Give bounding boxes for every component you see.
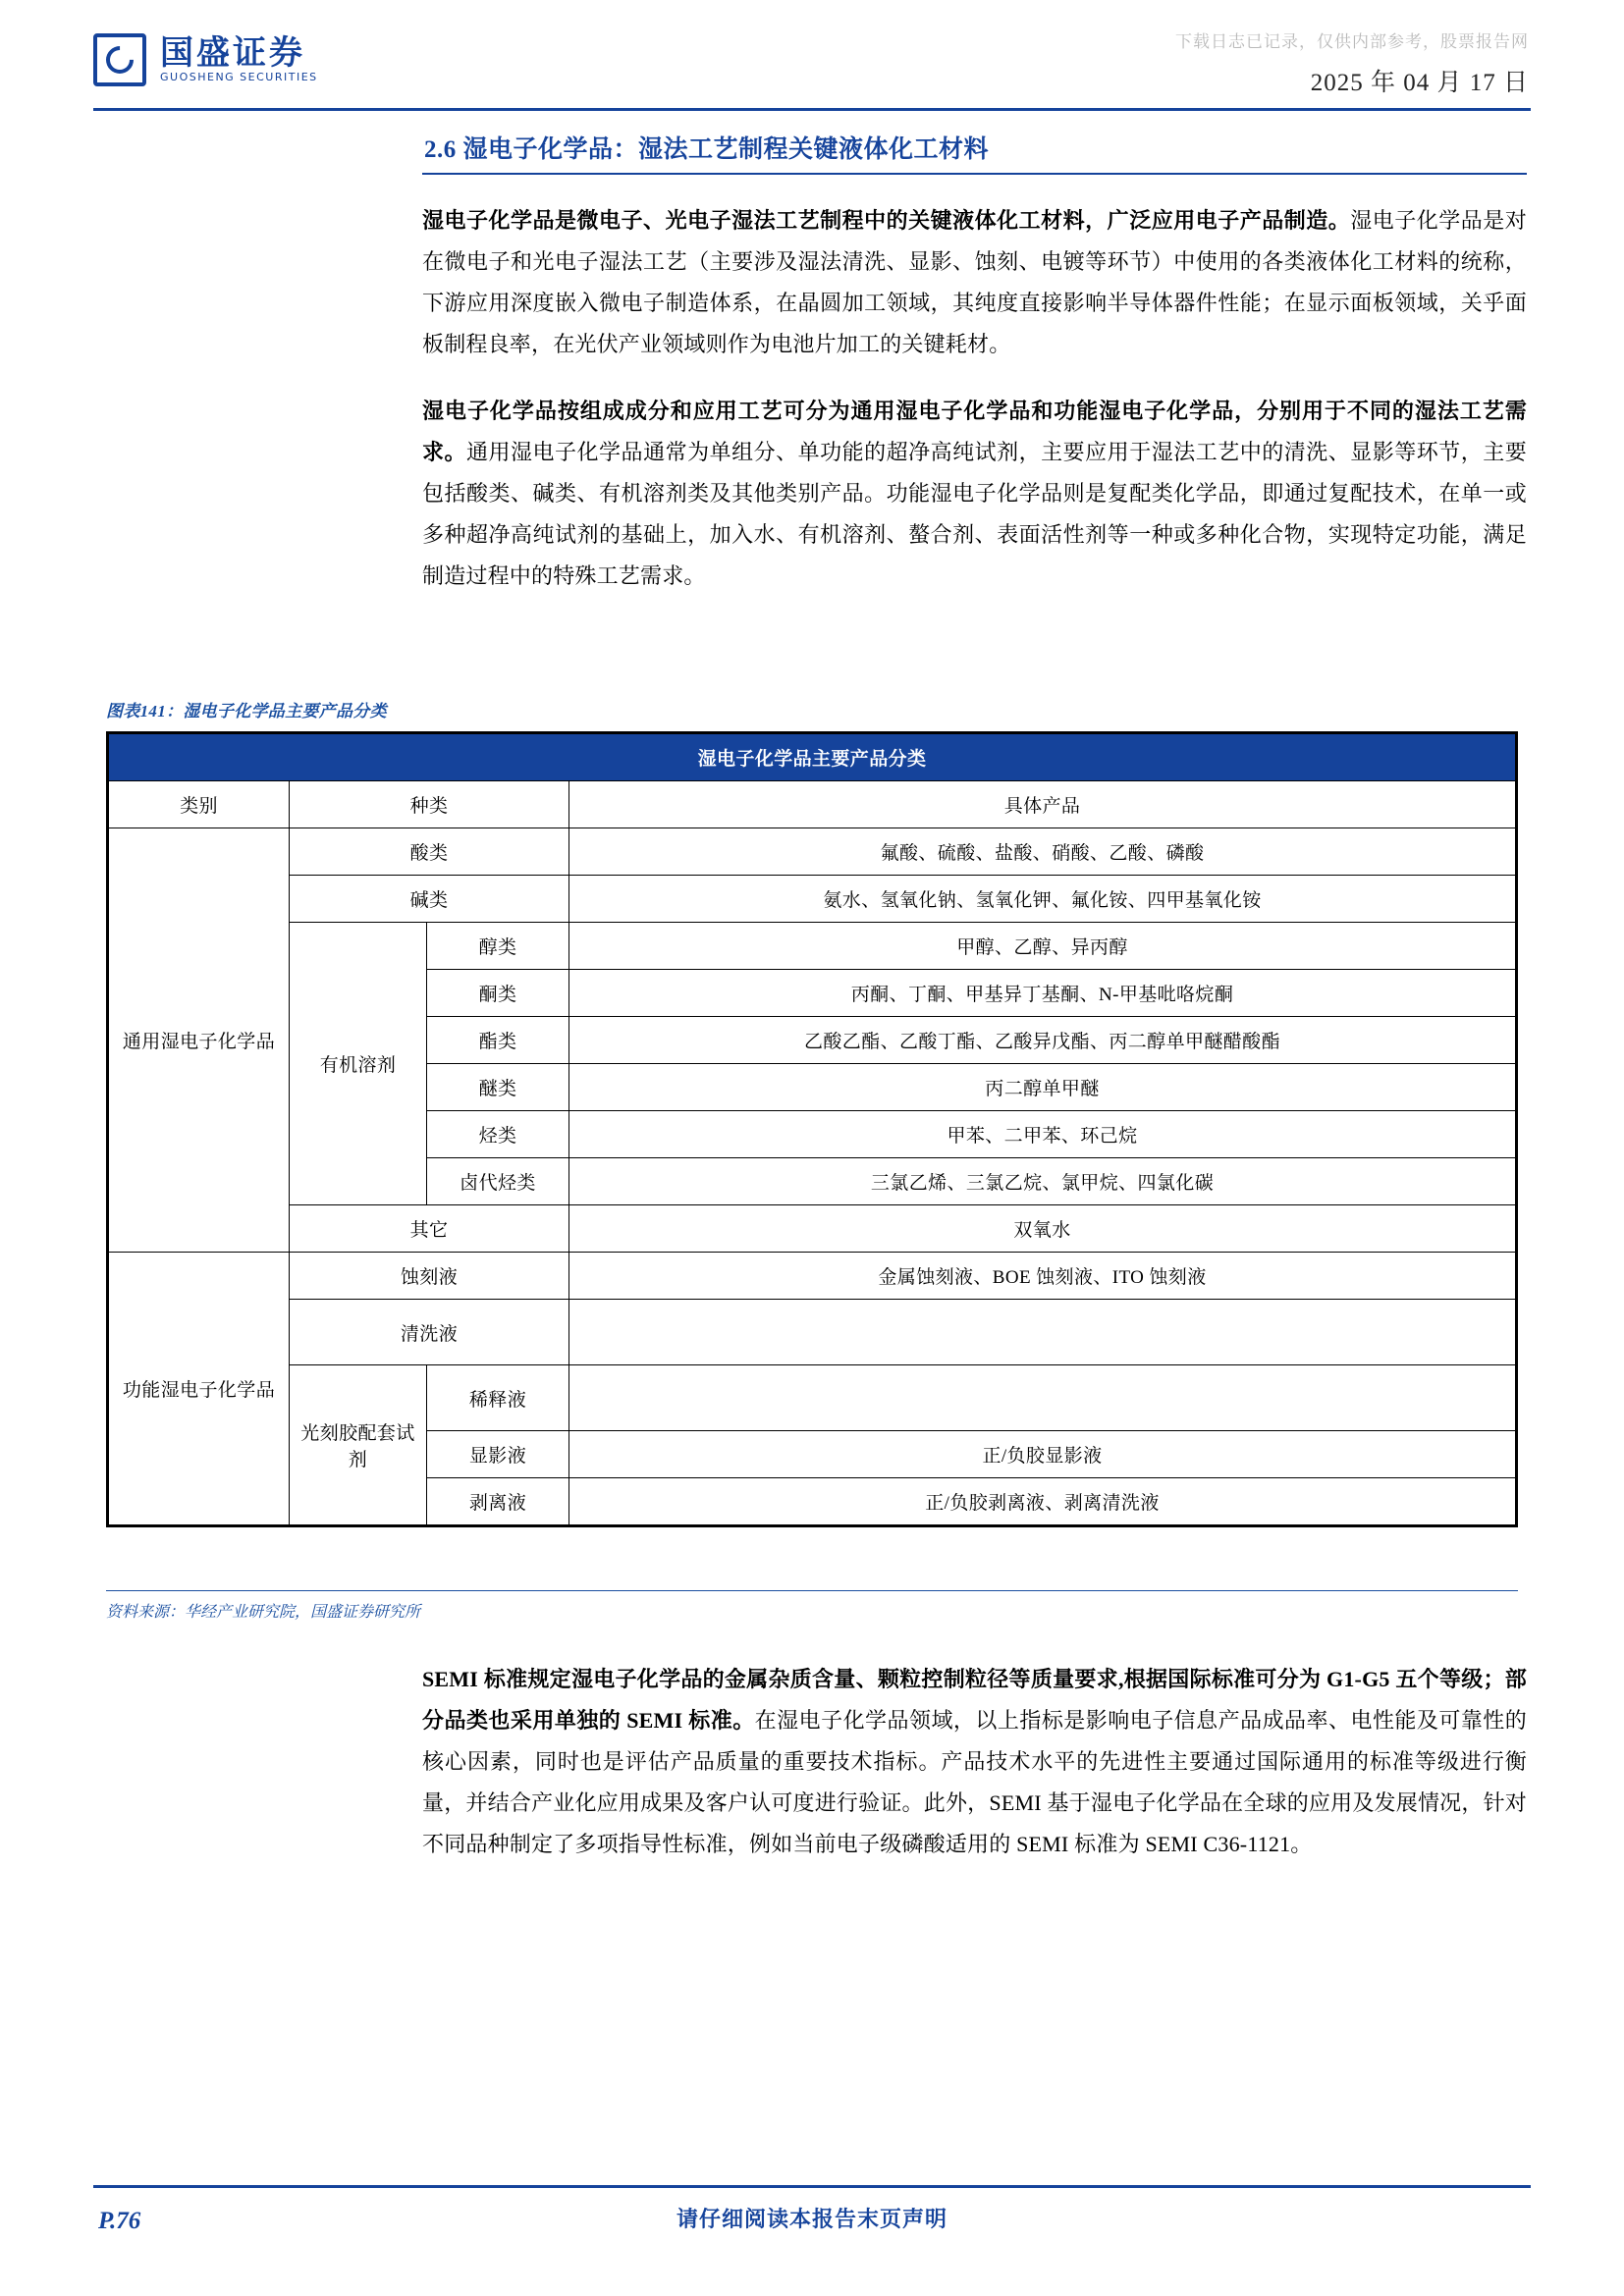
- paragraph-1-lead: 湿电子化学品是微电子、光电子湿法工艺制程中的关键液体化工材料，广泛应用电子产品制造。: [422, 208, 1351, 233]
- figure-caption: 图表141：湿电子化学品主要产品分类: [106, 702, 387, 721]
- paragraph-1-body: 湿电子化学品是对在微电子和光电子湿法工艺（主要涉及湿法清洗、显影、蚀刻、电镀等环节）中使用的各类液体化工材料的统称，下游应用深度嵌入微电子制造体系，在晶圆加工领域，其纯度直接影响半导体器件性能；在显示面板领域，关乎面板制程良率，在光伏产业领域则作为电池片加工的关键耗材。: [422, 208, 1527, 356]
- figure-source: 资料来源：华经产业研究院，国盛证券研究所: [106, 1590, 1518, 1622]
- section-title: 2.6 湿电子化学品：湿法工艺制程关键液体化工材料: [424, 136, 990, 163]
- logo-text: [160, 36, 318, 84]
- footer-divider: [93, 2185, 1531, 2188]
- page-header: [93, 27, 1531, 104]
- logo-name-en: GUOSHENG SECURITIES: [160, 71, 318, 84]
- header-date: 2025 年 04 月 17 日: [1310, 70, 1529, 96]
- table-cell-subkind: 烃类: [427, 1111, 569, 1158]
- paragraph-2: [422, 391, 1527, 597]
- table-cell-product: [569, 1300, 1517, 1365]
- paragraph-3: [422, 1659, 1527, 1865]
- table-row: [108, 876, 1517, 923]
- table-cell-product: 正/负胶显影液: [569, 1431, 1517, 1478]
- table-cell-product: 甲苯、二甲苯、环己烷: [569, 1111, 1517, 1158]
- paragraph-3-body: 在湿电子化学品领域，以上指标是影响电子信息产品成品率、电性能及可靠性的核心因素，同时也是评估产品质量的重要技术指标。产品技术水平的先进性主要通过国际通用的标准等级进行衡量，并结合产业化应用成果及客户认可度进行验证。此外，SEMI 基于湿电子化学品在全球的应用及发展情况，针对不同品种制定了多项指导性标准，例如当前电子级磷酸适用的 SEMI 标准为 SEMI C36-1121。: [422, 1708, 1527, 1856]
- table-cell-kind: 酸类: [290, 828, 569, 876]
- paragraph-3-lead: SEMI 标准规定湿电子化学品的金属杂质含量、颗粒控制粒径等质量要求,根据国际标准可分为 G1-G5 五个等级；部分品类也采用单独的 SEMI 标准。: [422, 1667, 1527, 1733]
- product-classification-table: [106, 731, 1518, 1527]
- table-header-category: 类别: [108, 781, 290, 828]
- paragraph-1: [422, 200, 1527, 365]
- table-cell-subkind: 醚类: [427, 1064, 569, 1111]
- table-cell-subkind: 酯类: [427, 1017, 569, 1064]
- table-cell-kind: 蚀刻液: [290, 1253, 569, 1300]
- table-cell-category: 通用湿电子化学品: [108, 828, 290, 1253]
- paragraph-2-lead: 湿电子化学品按组成成分和应用工艺可分为通用湿电子化学品和功能湿电子化学品，分别用于不同的湿法工艺需求。: [422, 399, 1527, 464]
- logo-mark-icon: [93, 33, 146, 86]
- section-title-bar: [422, 126, 1527, 175]
- company-logo: [93, 33, 318, 86]
- table-cell-product: 三氯乙烯、三氯乙烷、氯甲烷、四氯化碳: [569, 1158, 1517, 1205]
- table-cell-product: 双氧水: [569, 1205, 1517, 1253]
- table-cell-product: 甲醇、乙醇、异丙醇: [569, 923, 1517, 970]
- table-cell-subkind: 卤代烃类: [427, 1158, 569, 1205]
- table-cell-subkind: 酮类: [427, 970, 569, 1017]
- table-cell-kind: 有机溶剂: [290, 923, 427, 1205]
- table-cell-kind: 清洗液: [290, 1300, 569, 1365]
- table-cell-kind: 其它: [290, 1205, 569, 1253]
- table-cell-product: 金属蚀刻液、BOE 蚀刻液、ITO 蚀刻液: [569, 1253, 1517, 1300]
- lower-content: [422, 1659, 1527, 1891]
- table-header-kind: 种类: [290, 781, 569, 828]
- table-row: [108, 1253, 1517, 1300]
- table-cell-kind: 光刻胶配套试剂: [290, 1365, 427, 1526]
- table-row: [108, 1365, 1517, 1431]
- table-cell-product: [569, 1365, 1517, 1431]
- table-header-product: 具体产品: [569, 781, 1517, 828]
- table-cell-category: 功能湿电子化学品: [108, 1253, 290, 1526]
- table-cell-product: 乙酸乙酯、乙酸丁酯、乙酸异戊酯、丙二醇单甲醚醋酸酯: [569, 1017, 1517, 1064]
- page-number: P.76: [98, 2208, 141, 2234]
- logo-name-cn: 国盛证券: [160, 34, 305, 72]
- table-row: [108, 1205, 1517, 1253]
- table-row: [108, 828, 1517, 876]
- table-cell-product: 氟酸、硫酸、盐酸、硝酸、乙酸、磷酸: [569, 828, 1517, 876]
- main-content: [422, 126, 1527, 622]
- paragraph-2-body: 通用湿电子化学品通常为单组分、单功能的超净高纯试剂，主要应用于湿法工艺中的清洗、显影等环节，主要包括酸类、碱类、有机溶剂类及其他类别产品。功能湿电子化学品则是复配类化学品，即通过复配技术，在单一或多种超净高纯试剂的基础上，加入水、有机溶剂、螯合剂、表面活性剂等一种或多种化合物，实现特定功能，满足制造过程中的特殊工艺需求。: [422, 440, 1527, 588]
- table-cell-subkind: 稀释液: [427, 1365, 569, 1431]
- table-cell-product: 氨水、氢氧化钠、氢氧化钾、氟化铵、四甲基氧化铵: [569, 876, 1517, 923]
- table-cell-subkind: 剥离液: [427, 1478, 569, 1526]
- table-title-row: [108, 733, 1517, 781]
- header-watermark-note: 下载日志已记录，仅供内部参考，股票报告网: [1175, 32, 1529, 52]
- table-cell-kind: 碱类: [290, 876, 569, 923]
- header-divider: [93, 108, 1531, 111]
- table-row: [108, 1300, 1517, 1365]
- table-cell-product: 丙二醇单甲醚: [569, 1064, 1517, 1111]
- table-cell-subkind: 醇类: [427, 923, 569, 970]
- table-cell-product: 正/负胶剥离液、剥离清洗液: [569, 1478, 1517, 1526]
- table-header-row: [108, 781, 1517, 828]
- footer-disclaimer: 请仔细阅读本报告末页声明: [676, 2207, 947, 2231]
- table-cell-subkind: 显影液: [427, 1431, 569, 1478]
- table-cell-product: 丙酮、丁酮、甲基异丁基酮、N-甲基吡咯烷酮: [569, 970, 1517, 1017]
- table-row: [108, 923, 1517, 970]
- table-title: 湿电子化学品主要产品分类: [108, 733, 1517, 781]
